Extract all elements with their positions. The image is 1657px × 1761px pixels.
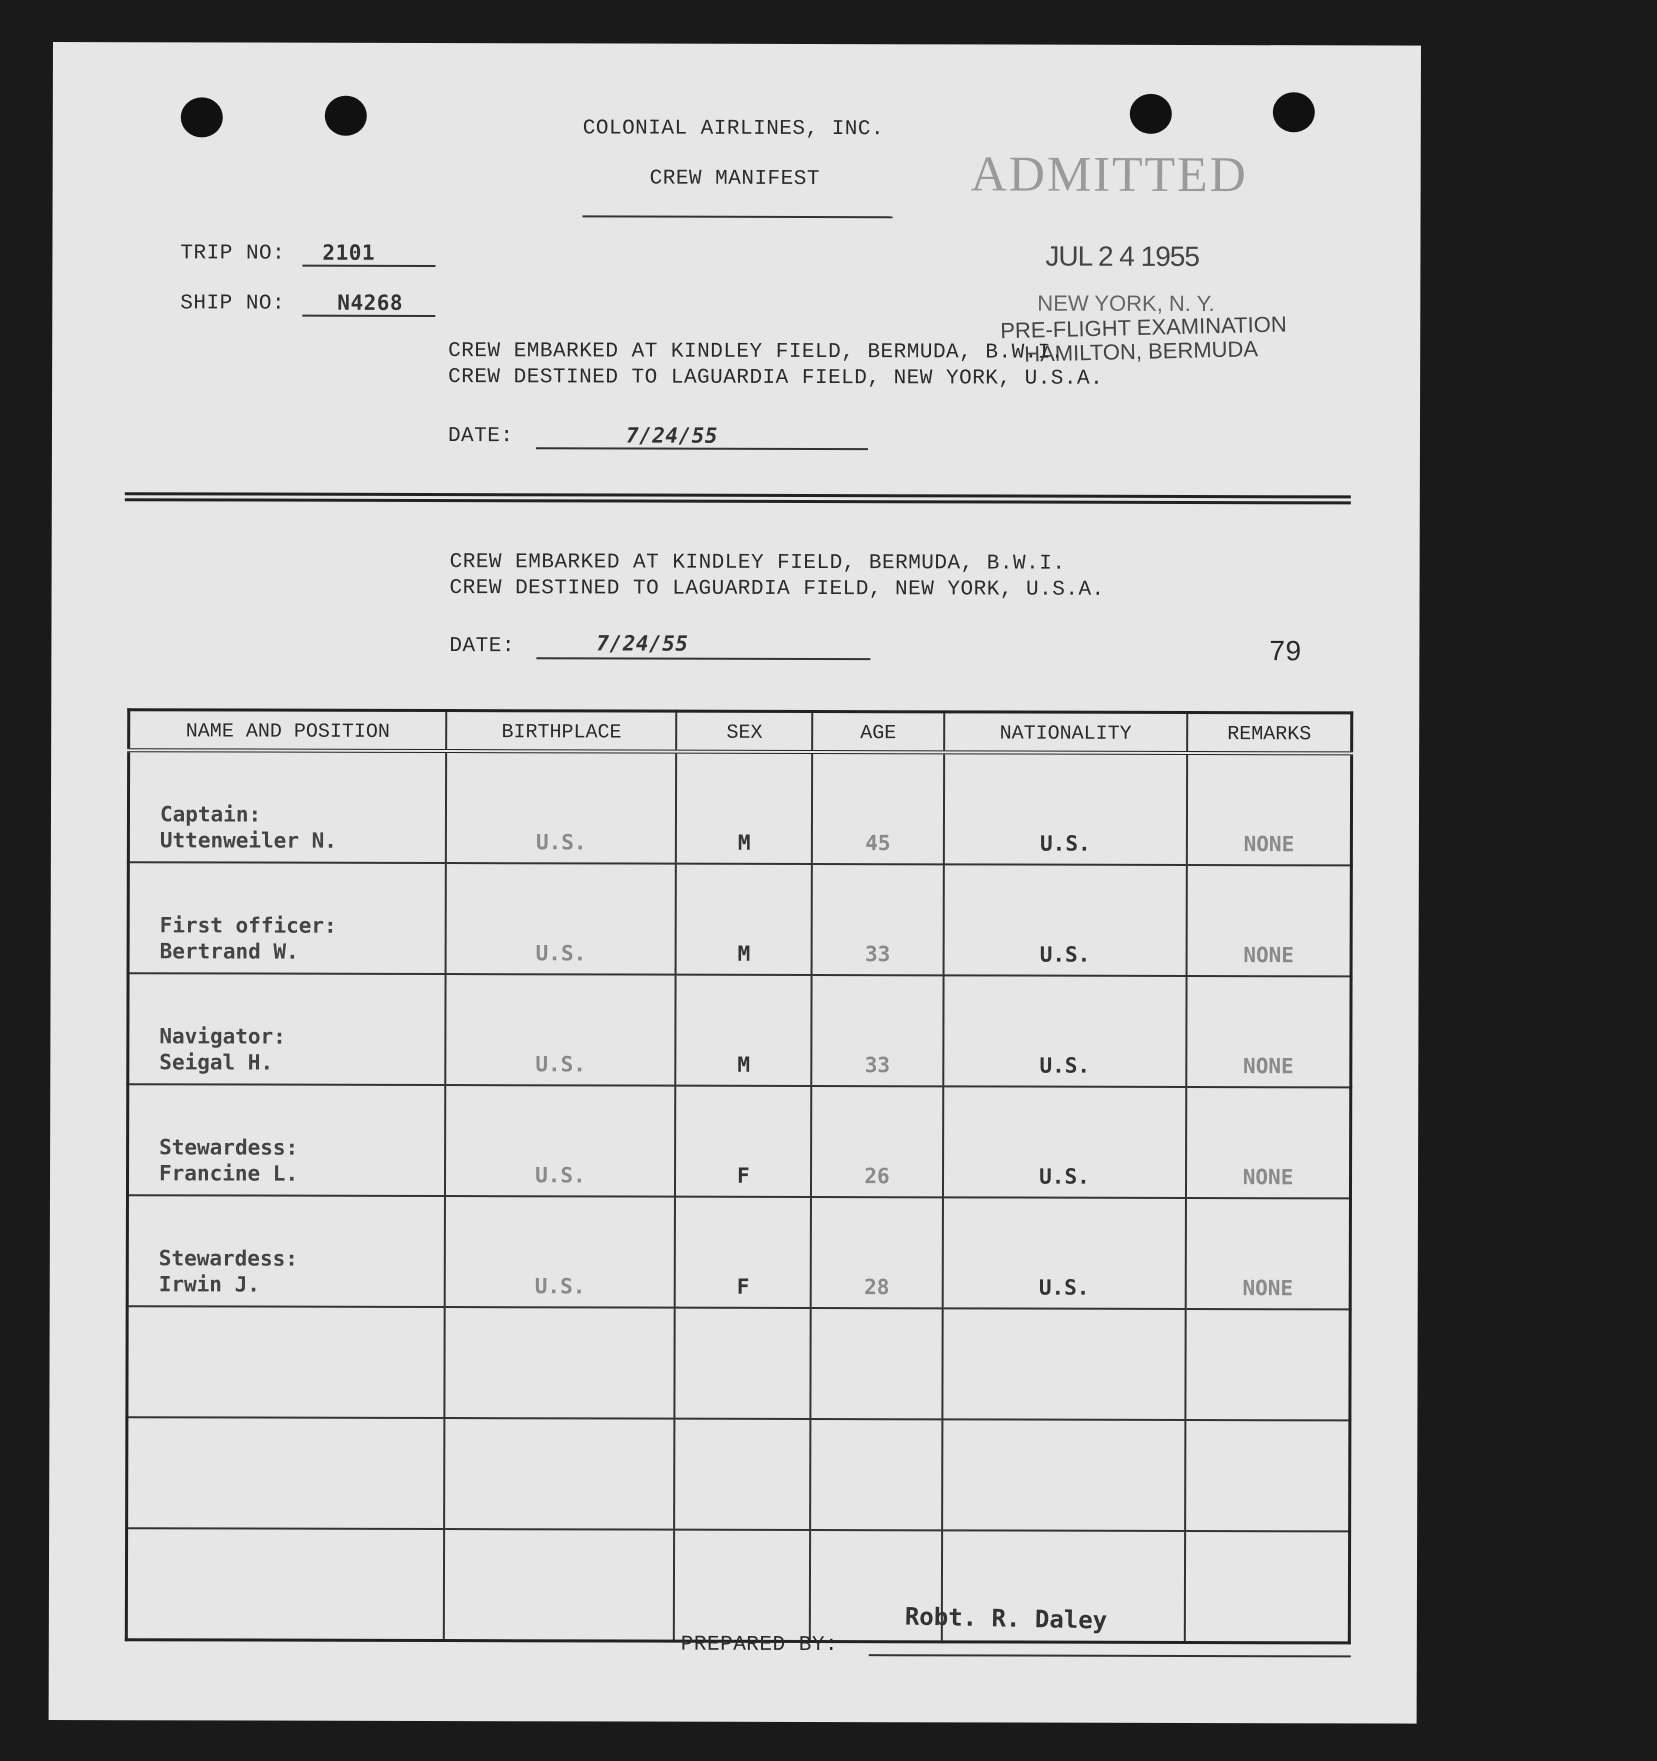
crew-position: Captain: bbox=[159, 802, 262, 827]
crew-remarks: NONE bbox=[1187, 865, 1352, 976]
punch-hole-left-1 bbox=[181, 97, 223, 137]
crew-remarks: NONE bbox=[1186, 1198, 1351, 1309]
table-row bbox=[128, 973, 1351, 1087]
crew-position: First officer: bbox=[159, 913, 337, 938]
trip-underline bbox=[302, 265, 435, 267]
header-age: AGE bbox=[812, 711, 944, 752]
stamp-line-3: HAMILTON, BERMUDA bbox=[1023, 336, 1259, 367]
section2-destined: CREW DESTINED TO LAGUARDIA FIELD, NEW YORK, U.S.A. bbox=[449, 577, 1105, 602]
section2-date-underline bbox=[536, 657, 870, 660]
crew-name-position bbox=[127, 1084, 445, 1196]
section1-destined: CREW DESTINED TO LAGUARDIA FIELD, NEW YORK, U.S.A. bbox=[448, 366, 1104, 391]
crew-sex: F bbox=[675, 1086, 811, 1197]
crew-name: Francine L. bbox=[159, 1161, 299, 1186]
empty-table-row bbox=[126, 1528, 1349, 1643]
crew-birthplace: U.S. bbox=[446, 751, 676, 864]
stamp-date: JUL 2 4 1955 bbox=[1045, 240, 1200, 273]
table-row bbox=[127, 1195, 1350, 1309]
crew-name: Uttenweiler N. bbox=[159, 828, 337, 853]
section1-embarked: CREW EMBARKED AT KINDLEY FIELD, BERMUDA, B.W.I. bbox=[448, 340, 1065, 365]
trip-number: 2101 bbox=[322, 240, 376, 265]
title-underline bbox=[583, 215, 893, 218]
stamp-line-1: NEW YORK, N. Y. bbox=[1037, 290, 1215, 317]
prepared-by-underline bbox=[869, 1654, 1351, 1657]
crew-age: 28 bbox=[811, 1197, 943, 1308]
crew-birthplace: U.S. bbox=[446, 974, 676, 1086]
punch-hole-right-1 bbox=[1130, 94, 1172, 134]
crew-age: 33 bbox=[812, 975, 944, 1086]
crew-nationality: U.S. bbox=[943, 864, 1187, 976]
crew-birthplace: U.S. bbox=[445, 1085, 675, 1197]
crew-name-position bbox=[128, 862, 446, 974]
page-number: 79 bbox=[1269, 635, 1302, 667]
section2-date-label: DATE: bbox=[449, 635, 515, 659]
trip-label: TRIP NO: bbox=[180, 242, 286, 266]
prepared-by-label: PREPARED BY: bbox=[680, 1633, 839, 1658]
double-divider bbox=[125, 492, 1351, 504]
empty-table-row bbox=[127, 1306, 1350, 1420]
crew-sex: F bbox=[675, 1197, 811, 1308]
header-remarks: REMARKS bbox=[1187, 712, 1352, 753]
crew-nationality: U.S. bbox=[943, 975, 1187, 1087]
crew-age: 33 bbox=[812, 864, 944, 975]
crew-nationality: U.S. bbox=[944, 752, 1188, 865]
crew-position: Navigator: bbox=[159, 1024, 286, 1049]
crew-sex: M bbox=[676, 752, 812, 864]
ship-number: N4268 bbox=[337, 290, 404, 315]
company-name: COLONIAL AIRLINES, INC. bbox=[582, 117, 885, 142]
header-sex: SEX bbox=[677, 711, 813, 752]
crew-name: Bertrand W. bbox=[159, 939, 299, 964]
manifest-page bbox=[49, 42, 1421, 1724]
crew-birthplace: U.S. bbox=[445, 1196, 675, 1308]
crew-name-position bbox=[128, 973, 446, 1085]
crew-position: Stewardess: bbox=[159, 1135, 299, 1160]
crew-remarks: NONE bbox=[1186, 976, 1351, 1087]
crew-name-position bbox=[128, 750, 446, 863]
crew-birthplace: U.S. bbox=[446, 863, 676, 975]
crew-nationality: U.S. bbox=[942, 1197, 1186, 1309]
section2-embarked: CREW EMBARKED AT KINDLEY FIELD, BERMUDA, B.W.I. bbox=[449, 551, 1066, 576]
crew-name-position bbox=[127, 1195, 445, 1307]
stamp-line-2: PRE-FLIGHT EXAMINATION bbox=[999, 311, 1287, 344]
section2-date-value: 7/24/55 bbox=[596, 631, 689, 656]
crew-age: 45 bbox=[812, 752, 944, 864]
crew-name: Irwin J. bbox=[158, 1272, 260, 1297]
section1-date-underline bbox=[536, 447, 868, 450]
header-nationality: NATIONALITY bbox=[944, 712, 1187, 753]
section1-date-label: DATE: bbox=[447, 425, 514, 449]
crew-remarks: NONE bbox=[1187, 753, 1352, 865]
table-row bbox=[128, 750, 1351, 865]
crew-position: Stewardess: bbox=[158, 1246, 298, 1271]
crew-age: 26 bbox=[811, 1086, 943, 1197]
ship-label: SHIP NO: bbox=[180, 292, 286, 316]
crew-sex: M bbox=[676, 975, 812, 1086]
crew-sex: M bbox=[676, 864, 812, 975]
header-birthplace: BIRTHPLACE bbox=[446, 711, 676, 752]
table-row bbox=[128, 862, 1351, 976]
admitted-stamp: ADMITTED bbox=[970, 145, 1248, 203]
crew-table bbox=[125, 708, 1353, 1644]
crew-remarks: NONE bbox=[1186, 1087, 1351, 1198]
empty-table-row bbox=[127, 1417, 1350, 1531]
section1-date-value: 7/24/55 bbox=[625, 423, 719, 448]
crew-name: Seigal H. bbox=[159, 1050, 274, 1075]
header-name-position: NAME AND POSITION bbox=[129, 710, 447, 751]
form-title: CREW MANIFEST bbox=[649, 167, 821, 192]
prepared-by-name: Robt. R. Daley bbox=[904, 1602, 1108, 1635]
punch-hole-right-2 bbox=[1273, 92, 1315, 132]
table-row bbox=[127, 1084, 1350, 1198]
ship-underline bbox=[302, 315, 435, 317]
punch-hole-left-2 bbox=[325, 96, 367, 136]
table-header-row bbox=[129, 710, 1352, 754]
crew-nationality: U.S. bbox=[943, 1086, 1187, 1198]
